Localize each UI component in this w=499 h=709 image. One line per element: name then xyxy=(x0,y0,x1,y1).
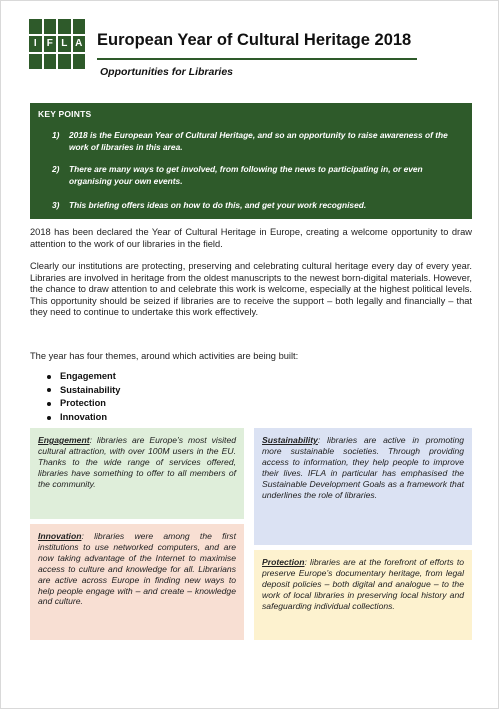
key-point-text: This briefing offers ideas on how to do this, and get your work recognised. xyxy=(69,200,367,210)
box-text: : libraries were among the first institutions to use networked computers, and are now taking advantage of the Internet to maximise access to culture and knowledge for all. Librarians are active across Europe in finding new ways to help people engage with – and create – knowledge and culture. xyxy=(38,531,236,607)
theme-label: Protection xyxy=(60,398,106,409)
bullet-icon xyxy=(47,375,51,379)
bullet-icon xyxy=(47,416,51,420)
logo-letter: A xyxy=(73,36,86,51)
box-text: : libraries are Europe’s most visited cultural attraction, with over 100M users in the EU. Thanks to the wide range of services offered, libraries have something to offer to all members of the community. xyxy=(38,435,236,489)
protection-box xyxy=(254,550,472,640)
box-text: : libraries are active in promoting more sustainable societies. Through providing access to information, they help people to improve their lives. IFLA in particular has emphasised the Sustainable Development Goals as a framework that underlines the role of libraries. xyxy=(262,435,464,500)
key-point-item xyxy=(52,164,467,187)
key-point-number: 1) xyxy=(52,130,60,140)
themes-intro: The year has four themes, around which activities are being built: xyxy=(30,351,299,361)
key-points-box xyxy=(30,103,472,219)
page-title: European Year of Cultural Heritage 2018 xyxy=(97,31,412,49)
bullet-icon xyxy=(47,388,51,392)
logo-block xyxy=(44,19,57,34)
page-subtitle: Opportunities for Libraries xyxy=(100,66,234,78)
logo-block xyxy=(58,54,71,69)
logo-letter: I xyxy=(29,36,42,51)
title-divider xyxy=(97,58,417,60)
list-item xyxy=(47,384,120,398)
box-text: : libraries are at the forefront of efforts to preserve Europe’s documentary heritage, from legal deposit policies – both digital and analogue – to the work of local libraries in preserving local history and safeguarding individual collections. xyxy=(262,557,464,611)
logo-block xyxy=(73,19,86,34)
engagement-box xyxy=(30,428,244,519)
themes-list xyxy=(47,370,120,424)
key-point-item xyxy=(52,200,467,212)
box-lead: Engagement xyxy=(38,435,90,445)
logo-block xyxy=(29,54,42,69)
box-lead: Innovation xyxy=(38,531,82,541)
logo-block xyxy=(44,54,57,69)
box-lead: Sustainability xyxy=(262,435,318,445)
list-item xyxy=(47,397,120,411)
intro-paragraph: 2018 has been declared the Year of Cultural Heritage in Europe, creating a welcome opportunity to draw attention to the work of our libraries in the field. xyxy=(30,227,472,249)
innovation-box xyxy=(30,524,244,640)
logo-block xyxy=(29,19,42,34)
logo-letter: L xyxy=(58,36,71,51)
bullet-icon xyxy=(47,402,51,406)
box-lead: Protection xyxy=(262,557,305,567)
sustainability-box xyxy=(254,428,472,545)
key-point-item xyxy=(52,130,467,153)
key-point-text: 2018 is the European Year of Cultural Heritage, and so an opportunity to raise awareness of the work of libraries in this area. xyxy=(69,130,448,152)
list-item xyxy=(47,370,120,384)
theme-label: Sustainability xyxy=(60,384,121,395)
logo-letter: F xyxy=(44,36,57,51)
theme-label: Engagement xyxy=(60,371,116,381)
ifla-logo xyxy=(29,19,85,69)
key-points-heading: KEY POINTS xyxy=(38,109,92,119)
theme-label: Innovation xyxy=(60,411,107,422)
key-point-number: 3) xyxy=(52,200,60,210)
key-point-number: 2) xyxy=(52,164,60,174)
key-point-text: There are many ways to get involved, from following the news to participating in, or even organising your own events. xyxy=(69,164,423,186)
logo-block xyxy=(73,54,86,69)
body-paragraph: Clearly our institutions are protecting, preserving and celebrating cultural heritage every day of every year. Libraries are involved in heritage from the oldest manuscripts to the newest born-digital materials. However, the chance to draw attention to and celebrate this work is welcome, especially at the highest political levels. This opportunity should be seized if libraries are to receive the support – both legally and financially – that they need to continue to undertake this work effectively. xyxy=(30,261,472,318)
list-item xyxy=(47,411,120,425)
logo-block xyxy=(58,19,71,34)
